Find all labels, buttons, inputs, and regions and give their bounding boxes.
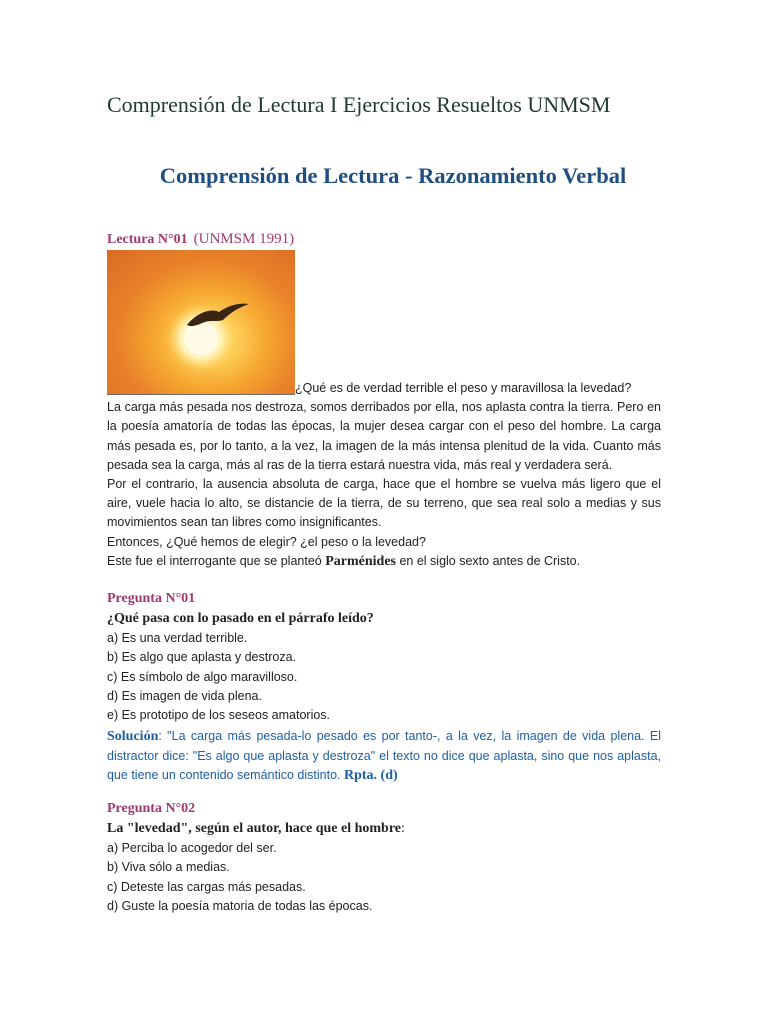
question-2-options — [107, 839, 661, 916]
passage-paragraph-1: La carga más pesada nos destroza, somos derribados por ella, nos aplasta contra la tierra. Pero en la poesía amatoría de todas las épocas, la mujer desea cargar con el peso del hombre. La carga más pesada es, por lo tanto, a la vez, la imagen de la más intensa plenitud de la vida. Cuanto más pesada sea la carga, más al ras de la tierra estará nuestra vida, más real y verdadera será. — [107, 400, 661, 472]
question-1-text: ¿Qué pasa con lo pasado en el párrafo leído? — [107, 611, 374, 626]
document-title: Comprensión de Lectura I Ejercicios Resueltos UNMSM — [107, 92, 611, 117]
parmenides-name: Parménides — [325, 553, 396, 569]
question-1-options — [107, 629, 661, 725]
passage-first-line: ¿Qué es de verdad terrible el peso y maravillosa la levedad? — [295, 381, 632, 395]
solution-text: : "La carga más pesada-lo pesado es por tanto-, a la vez, la imagen de vida plena. El distractor dice: "Es algo que aplasta y destroza" el texto no dice que aplasta, sino que nos aplasta, que tiene un contenido semántico distinto. — [107, 729, 661, 782]
question-2-option-c: c) Deteste las cargas más pesadas. — [107, 879, 306, 894]
solution-label: Solución — [107, 729, 159, 744]
question-1-option-c: c) Es símbolo de algo maravilloso. — [107, 669, 298, 684]
question-1-option-d: d) Es imagen de vida plena. — [107, 688, 262, 703]
question-2-text: La "levedad", según el autor, hace que el hombre: — [107, 821, 405, 836]
question-1-option-a: a) Es una verdad terrible. — [107, 631, 248, 645]
answer-label: Rpta. (d) — [343, 768, 398, 783]
question-2-label: Pregunta N°02 — [107, 801, 196, 816]
passage-paragraph-2: Por el contrario, la ausencia absoluta de carga, hace que el hombre se vuelva más ligero que el aire, vuele hacia lo alto, se distancie de la tierra, de su terreno, que sea real solo a medias y sus movimientos sean tan libres como insignificantes. — [107, 477, 661, 530]
question-2-option-d: d) Guste la poesía matoria de todas las épocas. — [107, 898, 373, 913]
lectura-source: (UNMSM 1991) — [193, 231, 295, 247]
question-1-option-b: b) Es algo que aplasta y destroza. — [107, 650, 297, 665]
question-1-label: Pregunta N°01 — [107, 591, 196, 606]
passage-paragraph-3: Entonces, ¿Qué hemos de elegir? ¿el peso o la levedad? — [107, 534, 426, 549]
question-2-option-a: a) Perciba lo acogedor del ser. — [107, 841, 277, 855]
question-2-option-b: b) Viva sólo a medias. — [107, 860, 230, 875]
main-heading: Comprensión de Lectura - Razonamiento Verbal — [159, 163, 627, 188]
question-1-option-e: e) Es prototipo de los seseos amatorios. — [107, 708, 331, 723]
lectura-label — [107, 231, 294, 248]
passage-paragraph-4: Este fue el interrogante que se planteó Parménides en el siglo sexto antes de Cristo. — [107, 553, 581, 569]
sunset-bird-image — [107, 250, 295, 394]
passage-text — [107, 379, 661, 571]
question-1-solution — [107, 727, 661, 786]
lectura-number: Lectura N°01 — [107, 232, 188, 247]
